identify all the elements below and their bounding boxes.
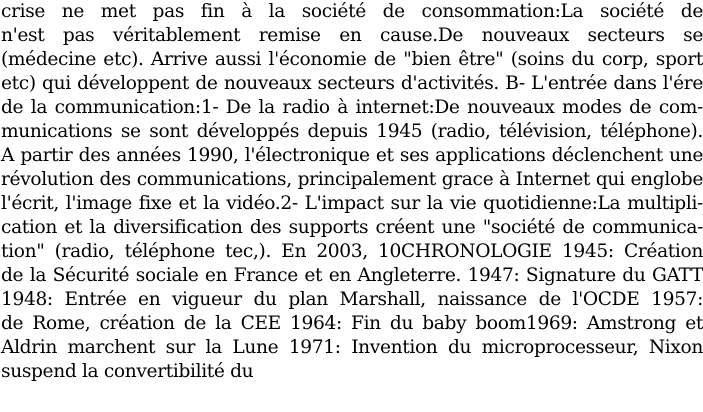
text-line-14: de Rome, création de la CEE 1964: Fin du baby boom1969: Amstrong et xyxy=(1,313,703,334)
text-line-5: de la communication:1- De la radio à internet:De nouveaux modes de com- xyxy=(1,97,703,118)
text-line-16: suspend la convertibilité du xyxy=(1,361,254,382)
text-line-10: cation et la diversification des supports créent une "société de communica- xyxy=(1,217,703,238)
text-line-15: Aldrin marchent sur la Lune 1971: Invention du microprocesseur, Nixon xyxy=(1,337,703,358)
text-line-3: (médecine etc). Arrive aussi l'économie de "bien être" (soins du corp, sport xyxy=(1,49,703,70)
text-line-9: l'écrit, l'image fixe et la vidéo.2- L'impact sur la vie quotidienne:La multipli- xyxy=(1,193,703,214)
text-line-13: 1948: Entrée en vigueur du plan Marshall, naissance de l'OCDE 1957: xyxy=(1,289,703,310)
text-line-4: etc) qui développent de nouveaux secteurs d'activités. B- L'entrée dans l'ére xyxy=(1,73,703,94)
text-line-12: de la Sécurité sociale en France et en Angleterre. 1947: Signature du GATT xyxy=(1,265,703,286)
text-line-7: A partir des années 1990, l'électronique et ses applications déclenchent une xyxy=(1,145,703,166)
text-line-1: crise ne met pas fin à la société de consommation:La société de xyxy=(1,1,703,22)
text-line-8: révolution des communications, principalement grace à Internet qui englobe xyxy=(1,169,703,190)
text-line-6: munications se sont développés depuis 1945 (radio, télévision, téléphone). xyxy=(1,121,703,142)
text-line-11: tion" (radio, téléphone tec,). En 2003, 10CHRONOLOGIE 1945: Création xyxy=(1,241,703,262)
text-line-2: n'est pas véritablement remise en cause.De nouveaux secteurs se xyxy=(1,25,703,46)
